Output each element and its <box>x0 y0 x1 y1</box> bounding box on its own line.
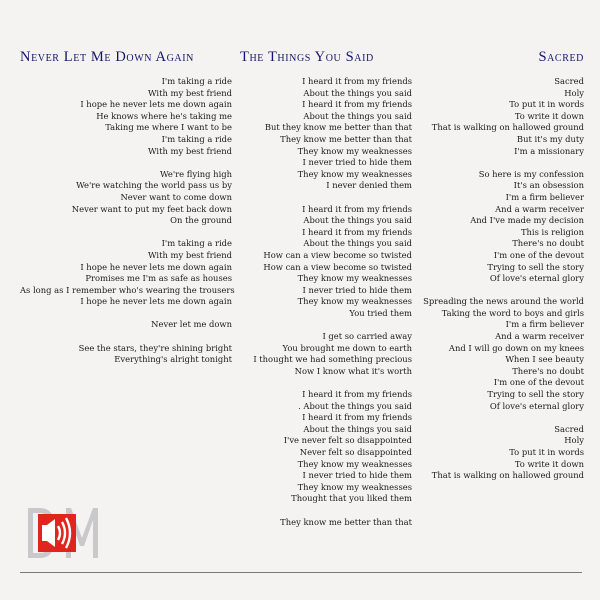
lyric-line: I heard it from my friends <box>302 226 412 237</box>
lyric-line: When I see beauty <box>505 354 584 365</box>
lyric-line: And I will go down on my knees <box>448 342 584 353</box>
lyric-line: I hope he never lets me down again <box>80 99 232 110</box>
lyric-line: That is walking on hallowed ground <box>431 122 584 133</box>
lyric-line: And I've made my decision <box>470 215 584 226</box>
lyric-line: I get so carried away <box>322 331 412 342</box>
lyric-line: I hope he never lets me down again <box>80 261 232 272</box>
lyric-line: Thought that you liked them <box>291 493 412 504</box>
lyric-line: Of love's eternal glory <box>489 400 584 411</box>
lyric-line: About the things you said <box>303 238 412 249</box>
lyric-line: To write it down <box>514 458 584 469</box>
lyrics-block <box>20 76 235 366</box>
lyric-line: I never tried to hide them <box>302 284 412 295</box>
lyric-line: Never want to put my feet back down <box>71 203 232 214</box>
lyric-line: Trying to sell the story <box>487 389 584 400</box>
lyric-line: I'm a firm believer <box>505 191 584 202</box>
lyric-line: To write it down <box>514 110 584 121</box>
stanza-gap <box>240 505 412 517</box>
lyric-line: Promises me I'm as safe as houses <box>85 273 232 284</box>
lyric-line: We're watching the world pass us by <box>76 180 232 191</box>
lyric-line: This is religion <box>520 226 584 237</box>
lyric-line: It's an obsession <box>513 180 584 191</box>
lyric-line: Taking the word to boys and girls <box>441 307 584 318</box>
lyric-line: Everything's alright tonight <box>114 354 232 365</box>
lyric-line: About the things you said <box>303 423 412 434</box>
lyric-line: Now I know what it's worth <box>294 365 412 376</box>
lyric-line: See the stars, they're shining bright <box>78 342 232 353</box>
lyric-line: Sacred <box>554 76 584 86</box>
lyric-line: They know my weaknesses <box>297 168 412 179</box>
lyric-line: But it's my duty <box>516 133 584 144</box>
song-title: Sacred <box>538 49 584 65</box>
lyric-line: Holy <box>564 435 584 446</box>
lyric-line: I'm a missionary <box>514 145 584 156</box>
lyric-line: I'm taking a ride <box>161 76 232 86</box>
stanza-gap <box>420 157 584 169</box>
lyric-line: He knows where he's taking me <box>96 110 232 121</box>
lyric-line: With my best friend <box>147 249 232 260</box>
song-column-3 <box>420 46 584 482</box>
lyric-line: I'm one of the devout <box>493 377 584 388</box>
song-title: Never Let Me Down Again <box>20 49 194 65</box>
stanza-gap <box>20 308 232 320</box>
lyric-line: Holy <box>564 87 584 98</box>
lyric-line: But they know me better than that <box>264 122 412 133</box>
stanza-gap <box>20 331 232 343</box>
lyric-line: About the things you said <box>303 110 412 121</box>
lyric-line: They know my weaknesses <box>297 458 412 469</box>
lyric-line: So here is my confession <box>478 168 584 179</box>
lyric-line: They know me better than that <box>280 133 412 144</box>
lyric-line: About the things you said <box>303 215 412 226</box>
lyric-line: About the things you said <box>303 87 412 98</box>
lyric-line: Trying to sell the story <box>487 261 584 272</box>
lyric-line: I'm taking a ride <box>161 238 232 249</box>
lyric-line: To put it in words <box>509 99 584 110</box>
lyric-line: I hope he never lets me down again <box>80 296 232 307</box>
lyric-line: With my best friend <box>147 145 232 156</box>
lyric-line: Never let me down <box>151 319 232 330</box>
lyric-line: I've never felt so disappointed <box>283 435 412 446</box>
stanza-gap <box>20 227 232 239</box>
lyric-line: On the ground <box>170 215 232 226</box>
stanza-gap <box>240 192 412 204</box>
lyrics-block <box>240 76 412 528</box>
lyric-line: Never felt so disappointed <box>299 447 412 457</box>
lyric-line: I heard it from my friends <box>302 76 412 86</box>
lyric-line: I'm taking a ride <box>161 133 232 144</box>
lyric-line: I'm one of the devout <box>493 249 584 260</box>
song-column-1 <box>20 46 235 366</box>
lyric-line: I'm a firm believer <box>505 319 584 330</box>
lyric-line: I heard it from my friends <box>302 412 412 423</box>
lyric-line: To put it in words <box>509 447 584 457</box>
song-column-2 <box>240 46 412 528</box>
dm-logo <box>26 504 100 562</box>
lyric-line: How can a view become so twisted <box>263 261 412 272</box>
lyric-line: Spreading the news around the world <box>423 296 584 307</box>
lyric-line: And a warm receiver <box>495 331 584 342</box>
stanza-gap <box>20 157 232 169</box>
lyric-line: They know my weaknesses <box>297 296 412 307</box>
stanza-gap <box>240 319 412 331</box>
lyric-line: We're flying high <box>159 168 232 179</box>
lyric-line: Of love's eternal glory <box>489 273 584 284</box>
lyric-line: I never tried to hide them <box>302 157 412 168</box>
lyric-line: I heard it from my friends <box>302 203 412 214</box>
stanza-gap <box>240 377 412 389</box>
lyric-line: There's no doubt <box>512 365 584 376</box>
lyric-line: Taking me where I want to be <box>105 122 232 133</box>
lyric-line: How can a view become so twisted <box>263 249 412 260</box>
lyric-line: They know me better than that <box>280 516 412 527</box>
lyric-line: And a warm receiver <box>495 203 584 214</box>
lyric-line: They know my weaknesses <box>297 145 412 156</box>
lyric-line: I never tried to hide them <box>302 470 412 481</box>
lyric-line: . About the things you said <box>298 400 412 411</box>
lyric-line: I heard it from my friends <box>302 389 412 400</box>
lyric-line: You tried them <box>349 307 412 318</box>
lyric-line: I thought we had something precious <box>253 354 412 365</box>
lyric-line: With my best friend <box>147 87 232 98</box>
lyric-line: I heard it from my friends <box>302 99 412 110</box>
speaker-icon <box>38 514 76 552</box>
lyric-line: You brought me down to earth <box>282 342 412 353</box>
lyrics-block <box>420 76 584 482</box>
stanza-gap <box>420 285 584 297</box>
lyric-line: As long as I remember who's wearing the trousers <box>20 284 235 295</box>
song-title: The Things You Said <box>240 49 374 65</box>
lyric-line: They know my weaknesses <box>297 273 412 284</box>
lyric-line: There's no doubt <box>512 238 584 249</box>
lyric-line: They know my weaknesses <box>297 481 412 492</box>
lyric-line: Never want to come down <box>120 191 232 202</box>
lyric-line: Sacred <box>554 423 584 434</box>
lyric-line: I never denied them <box>326 180 412 191</box>
stanza-gap <box>420 412 584 424</box>
bottom-divider <box>20 572 582 573</box>
lyric-line: That is walking on hallowed ground <box>431 470 584 481</box>
